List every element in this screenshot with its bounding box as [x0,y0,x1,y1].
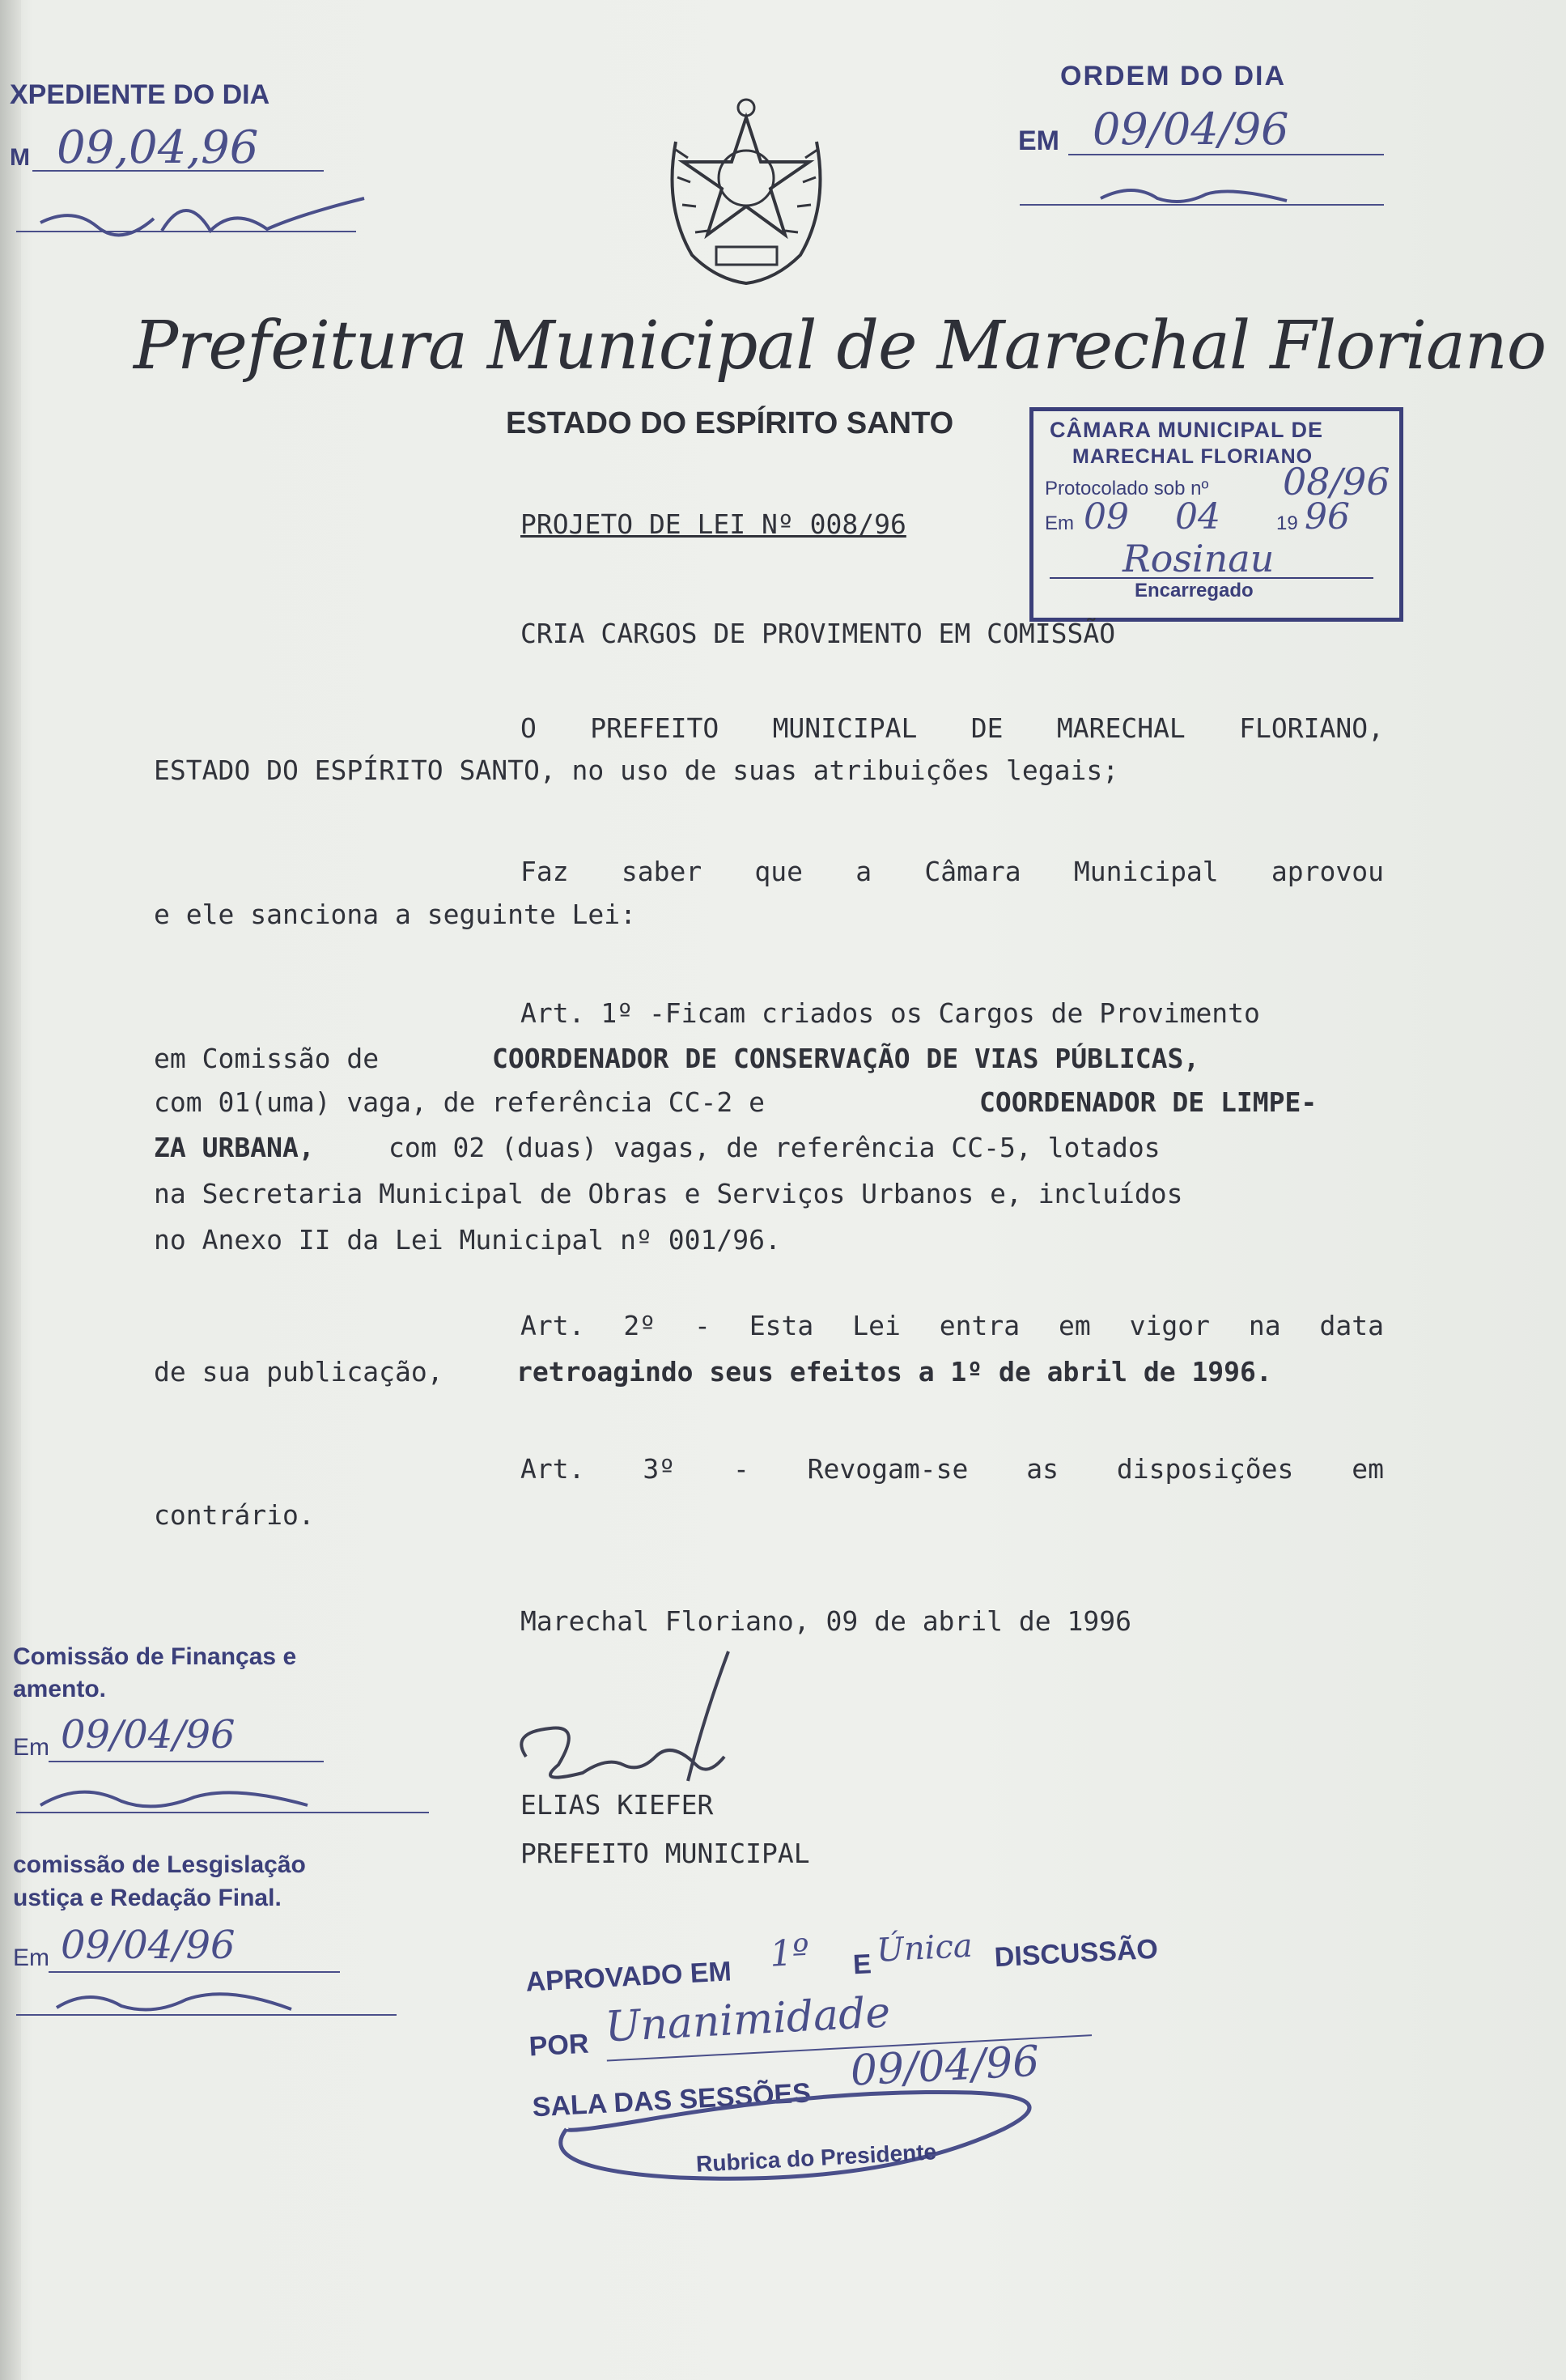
signer-name: ELIAS KIEFER [520,1789,714,1821]
aprovado-type: Única [876,1927,974,1970]
art1-line3-a: com 01(uma) vaga, de referência CC-2 e [154,1086,765,1118]
art1-line4-b: com 02 (duas) vagas, de referência CC-5, lotados [388,1132,1161,1163]
camara-date-year-prefix: 19 [1276,512,1298,534]
legislacao-em-prefix: Em [13,1944,49,1971]
aprovado-round: 1º [768,1932,811,1975]
financas-em-prefix: Em [13,1734,49,1761]
law-number: PROJETO DE LEI Nº 008/96 [520,508,906,540]
camara-line1: CÂMARA MUNICIPAL DE [1050,418,1323,442]
aprovado-discussao: DISCUSSÃO [993,1933,1159,1974]
aprovado-conj: E [852,1949,872,1981]
intro-line-2: ESTADO DO ESPÍRITO SANTO, no uso de suas atribuições legais; [154,754,1119,786]
aprovado-sala-label: SALA DAS SESSÕES [531,2077,812,2123]
ordem-date: 09/04/96 [1093,104,1289,155]
financas-line1: Comissão de Finanças e [13,1643,297,1670]
legislacao-line2: ustiça e Redação Final. [13,1885,282,1911]
financas-signature-icon [32,1773,324,1821]
aprovado-por-label: POR [528,2028,590,2063]
financas-date: 09/04/96 [61,1712,236,1757]
ordem-signature-icon [1093,178,1303,210]
law-subject: CRIA CARGOS DE PROVIMENTO EM COMISSÃO [520,618,1116,649]
expediente-signature-icon [24,182,380,247]
camara-protocol-stamp [1029,407,1403,622]
aprovado-sala-date: 09/04/96 [849,2037,1041,2096]
faz-saber-line-1: Faz saber que a Câmara Municipal aprovou [520,856,1384,887]
aprovado-label: APROVADO EM [524,1956,732,1998]
camara-em-label: Em [1045,512,1074,534]
art1-line5: na Secretaria Municipal de Obras e Serviços Urbanos e, incluídos [154,1178,1183,1209]
place-date: Marechal Floriano, 09 de abril de 1996 [520,1605,1131,1637]
camara-signature: Rosinau [1123,537,1275,580]
camara-protocol-number: 08/96 [1283,460,1390,504]
art2-line2-b: retroagindo seus efeitos a 1º de abril de 1996. [516,1356,1272,1388]
art1-line3-b: COORDENADOR DE LIMPE- [979,1086,1318,1118]
art1-line4-a: ZA URBANA, [154,1132,315,1163]
state-name: ESTADO DO ESPÍRITO SANTO [506,406,954,440]
intro-line-1: O PREFEITO MUNICIPAL DE MARECHAL FLORIANO, [520,712,1384,744]
camara-line2: MARECHAL FLORIANO [1072,445,1313,468]
legislacao-date-line [49,1971,340,1973]
art1-line2-b: COORDENADOR DE CONSERVAÇÃO DE VIAS PÚBLICAS, [492,1043,1200,1074]
camara-encarregado: Encarregado [1135,580,1254,601]
aprovado-por-value: Unanimidade [604,1988,892,2052]
financas-date-line [49,1761,324,1762]
art1-line2-a: em Comissão de [154,1043,380,1074]
ordem-em-prefix: EM [1018,125,1059,156]
legislacao-line1: comissão de Lesgislação [13,1851,306,1878]
art2-line2-a: de sua publicação, [154,1356,443,1388]
faz-saber-line-2: e ele sanciona a seguinte Lei: [154,899,637,930]
rubrica-presidente: Rubrica do Presidente [695,2139,937,2177]
legislacao-date: 09/04/96 [61,1923,236,1968]
camara-date-year: 96 [1305,496,1350,538]
art2-line1: Art. 2º - Esta Lei entra em vigor na data [520,1310,1384,1341]
paper-edge [0,0,21,2380]
coat-of-arms-icon [660,93,834,295]
ordem-stamp-label: ORDEM DO DIA [1060,61,1286,91]
camara-date-month: 04 [1175,496,1220,538]
camara-sign-line [1050,577,1373,579]
camara-protocol-label: Protocolado sob nº [1045,478,1209,499]
financas-line2: amento. [13,1676,107,1702]
expediente-date: 09,04,96 [57,121,259,174]
signer-title: PREFEITO MUNICIPAL [520,1838,810,1869]
mayor-signature-icon [502,1643,745,1797]
art1-head: Art. 1º -Ficam criados os Cargos de Provimento [520,997,1260,1029]
art3-line2: contrário. [154,1499,315,1531]
expediente-stamp-label: XPEDIENTE DO DIA [10,79,270,110]
expediente-em-prefix: M [10,144,30,171]
art1-line6: no Anexo II da Lei Municipal nº 001/96. [154,1224,781,1256]
prefeitura-title: Prefeitura Municipal de Marechal Floriano [134,308,1547,385]
art3-line1: Art. 3º - Revogam-se as disposições em [520,1453,1384,1485]
camara-date-day: 09 [1084,496,1129,538]
legislacao-signature-icon [49,1975,308,2024]
